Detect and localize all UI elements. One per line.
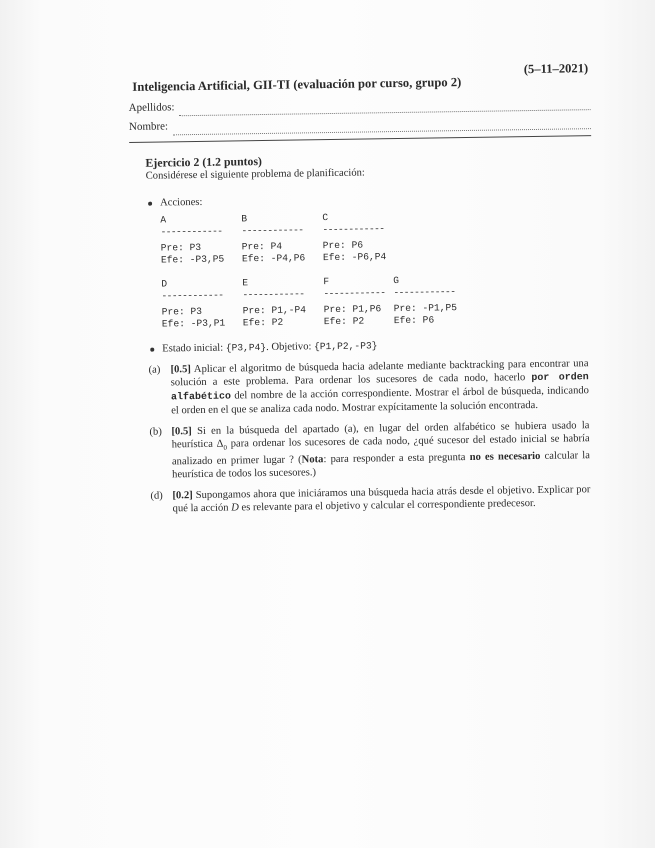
initial-state-value: {P3,P4} (225, 341, 267, 354)
surname-label: Apellidos: (128, 101, 175, 114)
questions-list (148, 357, 590, 516)
exercise-block (145, 150, 590, 516)
action-effect: Efe: -P3,P1 (161, 317, 226, 330)
action-name: E (242, 277, 249, 289)
action-effect: Efe: P6 (393, 314, 435, 327)
action-precondition: Pre: P4 (241, 240, 283, 253)
action-precondition: Pre: -P1,P5 (393, 302, 458, 315)
action-separator: ------------ (160, 225, 223, 238)
action-separator: ------------ (242, 288, 305, 301)
action-name: G (393, 275, 400, 287)
question-letter: (b) (149, 426, 162, 438)
actions-row-2 (161, 272, 588, 330)
question-b (149, 419, 590, 482)
question-points: [0.2] (172, 490, 193, 502)
action-effect: Efe: -P3,P5 (160, 253, 225, 266)
question-text: para ordenar los sucesores de cada nodo, ¿qué sucesor del estado inicial se habría analizado en primer lugar ? ( (171, 433, 590, 468)
actions-bullet (146, 190, 586, 210)
course-title: Inteligencia Artificial, GII-TI (evaluación por curso, grupo 2) (132, 75, 462, 94)
name-label: Nombre: (128, 120, 169, 133)
exam-header (128, 55, 590, 96)
action-name: B (241, 213, 248, 225)
actions-label: Acciones: (160, 196, 203, 209)
action-separator: ------------ (161, 289, 224, 302)
action-name: F (323, 276, 330, 288)
action-b (241, 212, 323, 265)
action-effect: Efe: -P4,P6 (241, 252, 306, 265)
action-separator: ------------ (322, 223, 385, 236)
question-text: calcular la heurística de todos los sucesores.) (172, 450, 590, 481)
action-effect: Efe: P2 (242, 316, 284, 329)
question-emphasis: no es necesario (469, 451, 541, 464)
action-precondition: Pre: P6 (322, 239, 364, 252)
name-dotted-line (173, 128, 591, 135)
question-text: del nombre de la acción correspondiente. Mostrar el árbol de búsqueda, indicando el orden en el que se analiza cada nodo. Mostrar expícitamente la solución encontrada. (171, 385, 590, 417)
action-name: C (322, 212, 329, 224)
action-separator: ------------ (323, 287, 386, 300)
question-a (148, 357, 589, 418)
action-f (323, 275, 394, 328)
question-text: : para responder a esta pregunta (323, 452, 470, 466)
action-d (161, 277, 243, 330)
action-effect: Efe: -P6,P4 (322, 251, 387, 264)
action-c (322, 211, 404, 264)
exercise-intro: Considérese el siguiente problema de planificación: (145, 167, 365, 182)
question-letter: (a) (148, 364, 161, 376)
bullet-dot (148, 202, 152, 206)
question-emphasis: por orden alfabético (170, 372, 589, 404)
action-separator: ------------ (393, 286, 456, 299)
action-separator: ------------ (241, 224, 304, 237)
action-e (242, 276, 324, 329)
question-text: es relevante para el objetivo y calcular el correspondiente predecesor. (238, 498, 536, 514)
action-precondition: Pre: P1,-P4 (242, 304, 307, 317)
question-text: Aplicar el algoritmo de búsqueda hacia adelante mediante backtracking para encontrar una solución a este problema. Para ordenar los sucesores de cada nodo, hacerlo (170, 358, 589, 389)
question-d (150, 483, 590, 516)
action-name: D (161, 278, 168, 290)
action-precondition: Pre: P3 (160, 241, 202, 254)
heuristic-subscript: 0 (223, 443, 228, 452)
goal-label: . Objetivo: (266, 341, 312, 353)
exercise-title: Ejercicio 2 (1.2 puntos) (145, 154, 263, 170)
initial-state-bullet (148, 336, 588, 356)
action-precondition: Pre: P3 (161, 305, 203, 318)
action-name: A (160, 214, 167, 226)
actions-grid (160, 208, 588, 330)
question-letter: (d) (150, 490, 163, 502)
question-text: Si en la búsqueda del apartado (a), en lugar del orden alfabético se hubiera usado la heurística Δ (171, 420, 590, 451)
action-precondition: Pre: P1,P6 (323, 303, 382, 316)
action-effect: Efe: P2 (323, 315, 365, 328)
question-points: [0.5] (171, 426, 192, 438)
action-reference: D (231, 502, 239, 514)
exam-date: (5–11–2021) (523, 61, 589, 77)
exam-sheet (128, 55, 597, 524)
question-points: [0.5] (170, 364, 191, 376)
bullet-dot (150, 348, 154, 352)
note-label: Nota (301, 454, 324, 466)
goal-value: {P1,P2,-P3} (314, 340, 378, 353)
action-a (160, 213, 242, 266)
action-g (393, 274, 475, 327)
question-text: Supongamos ahora que iniciáramos una búsqueda hacia atrás desde el objetivo. Explicar por qué la acción (172, 484, 591, 515)
actions-row-1 (160, 208, 587, 266)
initial-state-label: Estado inicial: (162, 342, 224, 355)
